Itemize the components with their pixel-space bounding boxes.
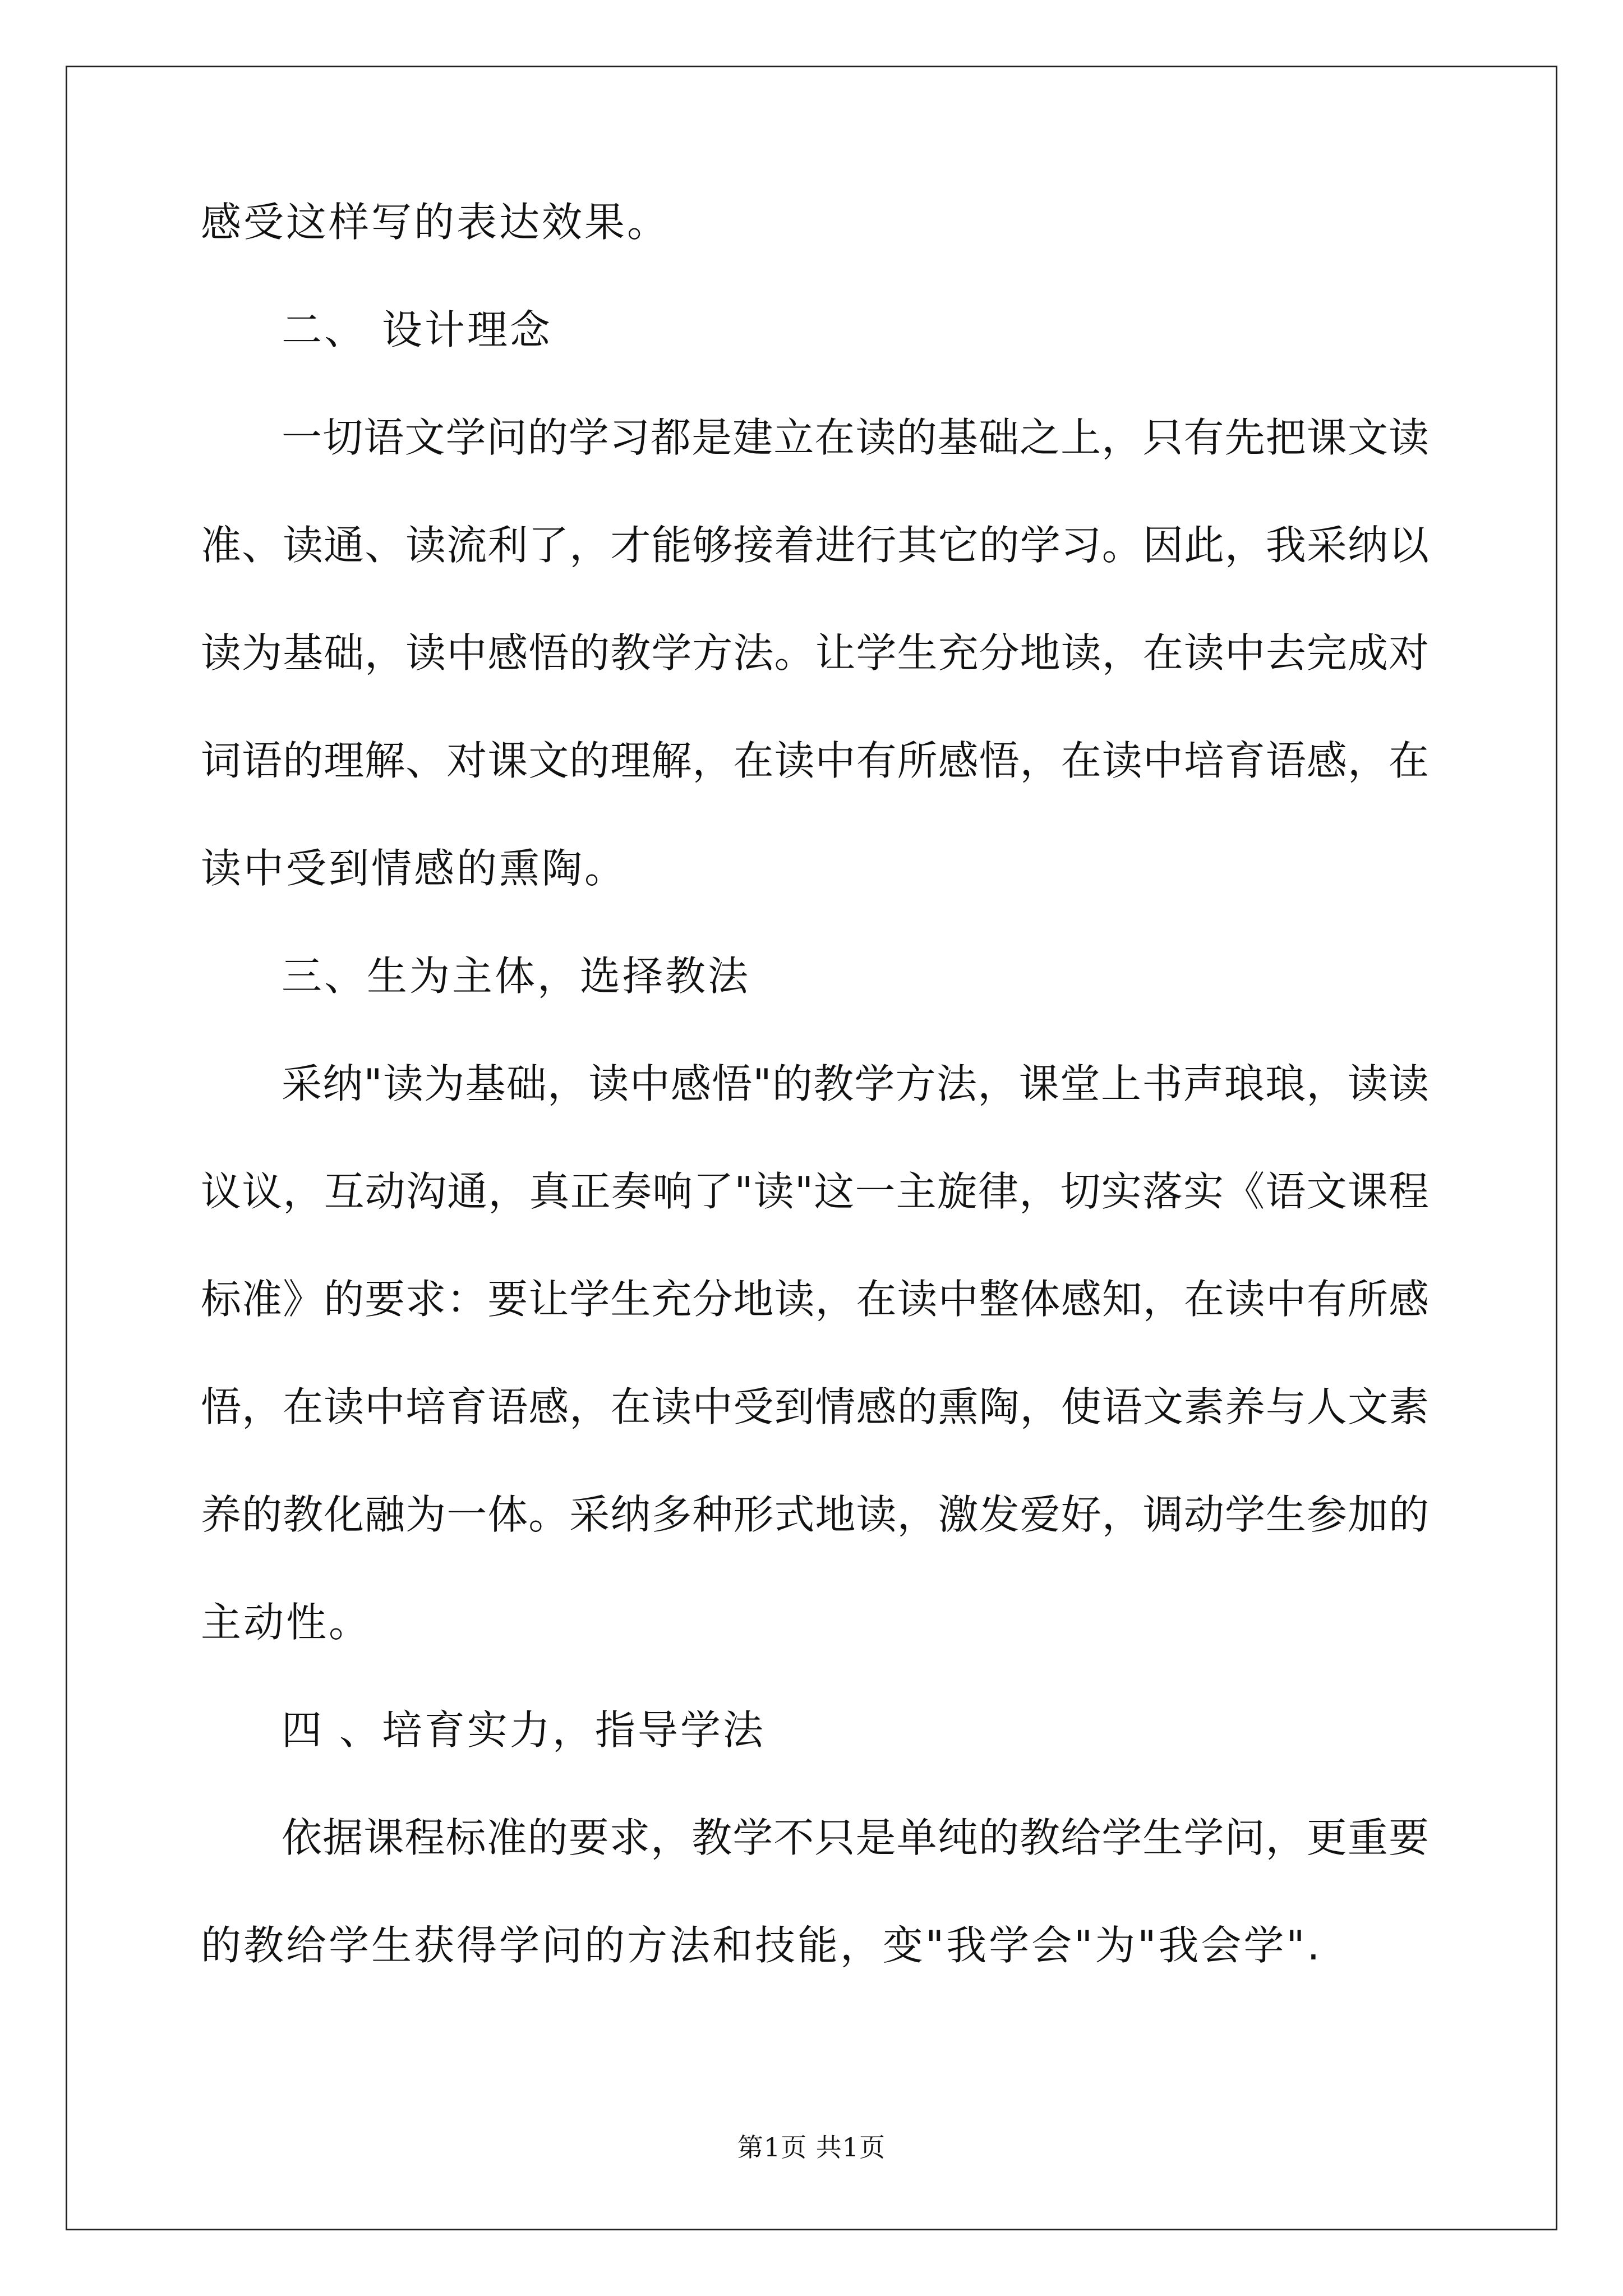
text-line: 一切语文学问的学习都是建立在读的基础之上，只有先把课文读 xyxy=(282,414,1429,461)
section-heading: 三、生为主体，选择教法 xyxy=(282,953,751,1000)
text-line: 标准》的要求：要让学生充分地读，在读中整体感知，在读中有所感 xyxy=(201,1276,1429,1323)
section-heading: 二、 设计理念 xyxy=(282,306,552,353)
text-line: 主动性。 xyxy=(201,1599,372,1646)
section-heading: 四 、培育实力，指导学法 xyxy=(282,1706,766,1754)
text-line: 准、读通、读流利了，才能够接着进行其它的学习。因此，我采纳以 xyxy=(201,522,1429,569)
text-line: 养的教化融为一体。采纳多种形式地读，激发爱好，调动学生参加的 xyxy=(201,1491,1429,1538)
text-line: 悟，在读中培育语感，在读中受到情感的熏陶，使语文素养与人文素 xyxy=(201,1383,1429,1430)
text-line: 词语的理解、对课文的理解，在读中有所感悟，在读中培育语感，在 xyxy=(201,737,1429,784)
text-line: 读中受到情感的熏陶。 xyxy=(201,845,628,892)
page-border xyxy=(66,66,1557,2230)
text-line: 依据课程标准的要求，教学不只是单纯的教给学生学问，更重要 xyxy=(282,1814,1429,1861)
text-line: 采纳"读为基础，读中感悟"的教学方法，课堂上书声琅琅，读读 xyxy=(282,1060,1429,1107)
text-line: 的教给学生获得学问的方法和技能，变"我学会"为"我会学". xyxy=(201,1922,1322,1969)
page-footer: 第1页 共1页 xyxy=(737,2132,886,2162)
text-line: 议议，互动沟通，真正奏响了"读"这一主旋律，切实落实《语文课程 xyxy=(201,1168,1429,1215)
text-line: 读为基础，读中感悟的教学方法。让学生充分地读，在读中去完成对 xyxy=(201,629,1429,677)
text-line: 感受这样写的表达效果。 xyxy=(201,199,670,246)
